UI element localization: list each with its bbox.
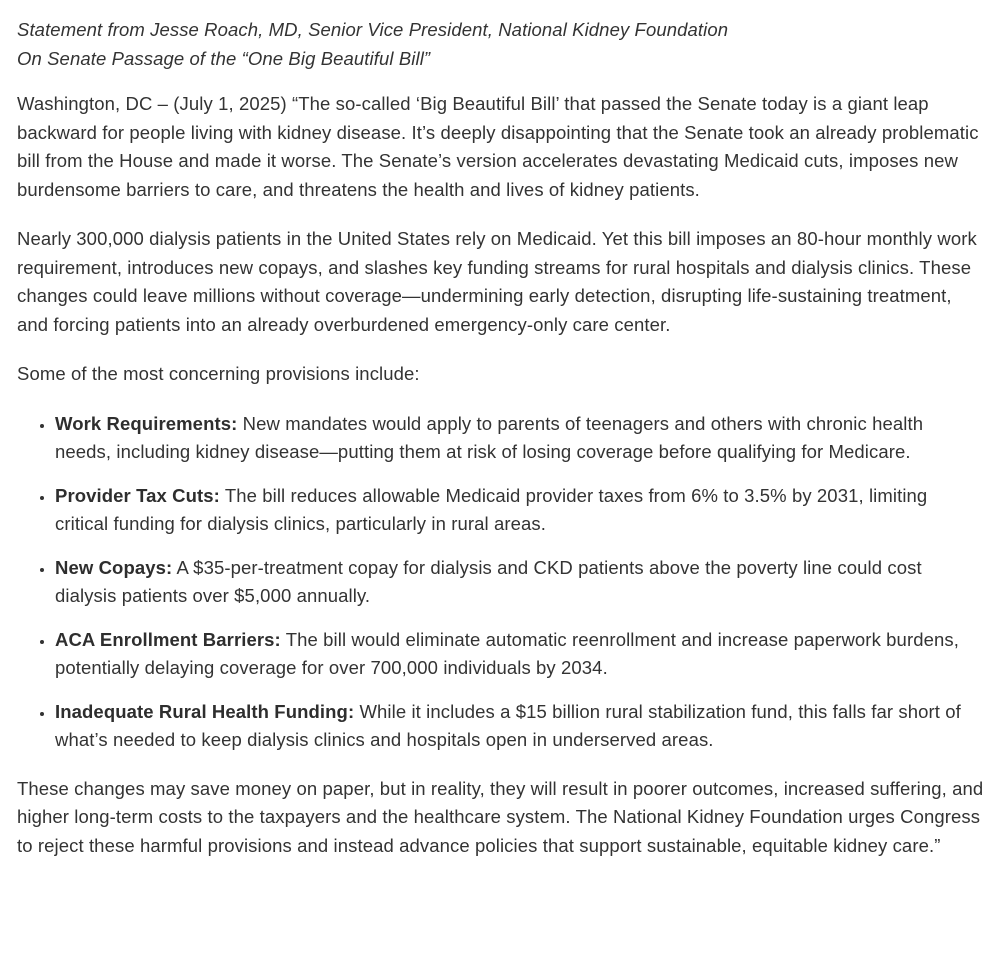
- statement-attribution: Statement from Jesse Roach, MD, Senior Vice President, National Kidney Foundation: [17, 19, 729, 40]
- bullet-label-new-copays: New Copays:: [55, 556, 173, 578]
- list-item-aca-enrollment-barriers: [55, 626, 984, 683]
- paragraph-closing: These changes may save money on paper, but in reality, they will result in poorer outcomes, increased suffering, and higher long-term costs to the taxpayers and the healthcare system. The National Kidney Foundation urges Congress to reject these harmful provisions and instead advance policies that support sustainable, equitable kidney care.”: [17, 777, 984, 856]
- list-item-work-requirements: [55, 410, 984, 467]
- statement-subject: On Senate Passage of the “One Big Beautiful Bill”: [17, 47, 431, 69]
- bullet-text-new-copays: A $35-per-treatment copay for dialysis and CKD patients above the poverty line could cost dialysis patients over $5,000 annually.: [55, 556, 922, 606]
- statement-header: [17, 16, 984, 73]
- paragraph-opening: Washington, DC – (July 1, 2025) “The so-called ‘Big Beautiful Bill’ that passed the Senate today is a giant leap backward for people living with kidney disease. It’s deeply disappointing that the Senate took an already problematic bill from the House and made it worse. The Senate’s version accelerates devastating Medicaid cuts, imposes new burdensome barriers to care, and threatens the health and lives of kidney patients.: [17, 93, 979, 200]
- bullet-text-aca-enrollment-barriers: The bill would eliminate automatic reenrollment and increase paperwork burdens, potentially delaying coverage for over 700,000 individuals by 2034.: [55, 628, 959, 678]
- paragraph-medicaid-impact: Nearly 300,000 dialysis patients in the United States rely on Medicaid. Yet this bill imposes an 80-hour monthly work requirement, introduces new copays, and slashes key funding streams for rural hospitals and dialysis clinics. These changes could leave millions without coverage—undermining early detection, disrupting life-sustaining treatment, and forcing patients into an already overburdened emergency-only care center.: [17, 228, 977, 335]
- list-item-rural-health-funding: [55, 698, 984, 755]
- bullet-label-work-requirements: Work Requirements:: [55, 412, 238, 434]
- list-item-provider-tax-cuts: [55, 482, 984, 539]
- paragraph-provisions-intro: Some of the most concerning provisions include:: [17, 363, 420, 384]
- bullet-label-rural-health-funding: Inadequate Rural Health Funding:: [55, 700, 355, 722]
- list-item-new-copays: [55, 554, 984, 611]
- bullet-text-rural-health-funding: While it includes a $15 billion rural stabilization fund, this falls far short of what’s needed to keep dialysis clinics and hospitals open in underserved areas.: [55, 700, 961, 750]
- bullet-label-aca-enrollment-barriers: ACA Enrollment Barriers:: [55, 628, 281, 650]
- bullet-text-provider-tax-cuts: The bill reduces allowable Medicaid provider taxes from 6% to 3.5% by 2031, limiting critical funding for dialysis clinics, particularly in rural areas.: [55, 484, 928, 534]
- bullet-text-work-requirements: New mandates would apply to parents of teenagers and others with chronic health needs, including kidney disease—putting them at risk of losing coverage before qualifying for Medicare.: [55, 412, 924, 462]
- bullet-label-provider-tax-cuts: Provider Tax Cuts:: [55, 484, 220, 506]
- provisions-list: [17, 410, 984, 755]
